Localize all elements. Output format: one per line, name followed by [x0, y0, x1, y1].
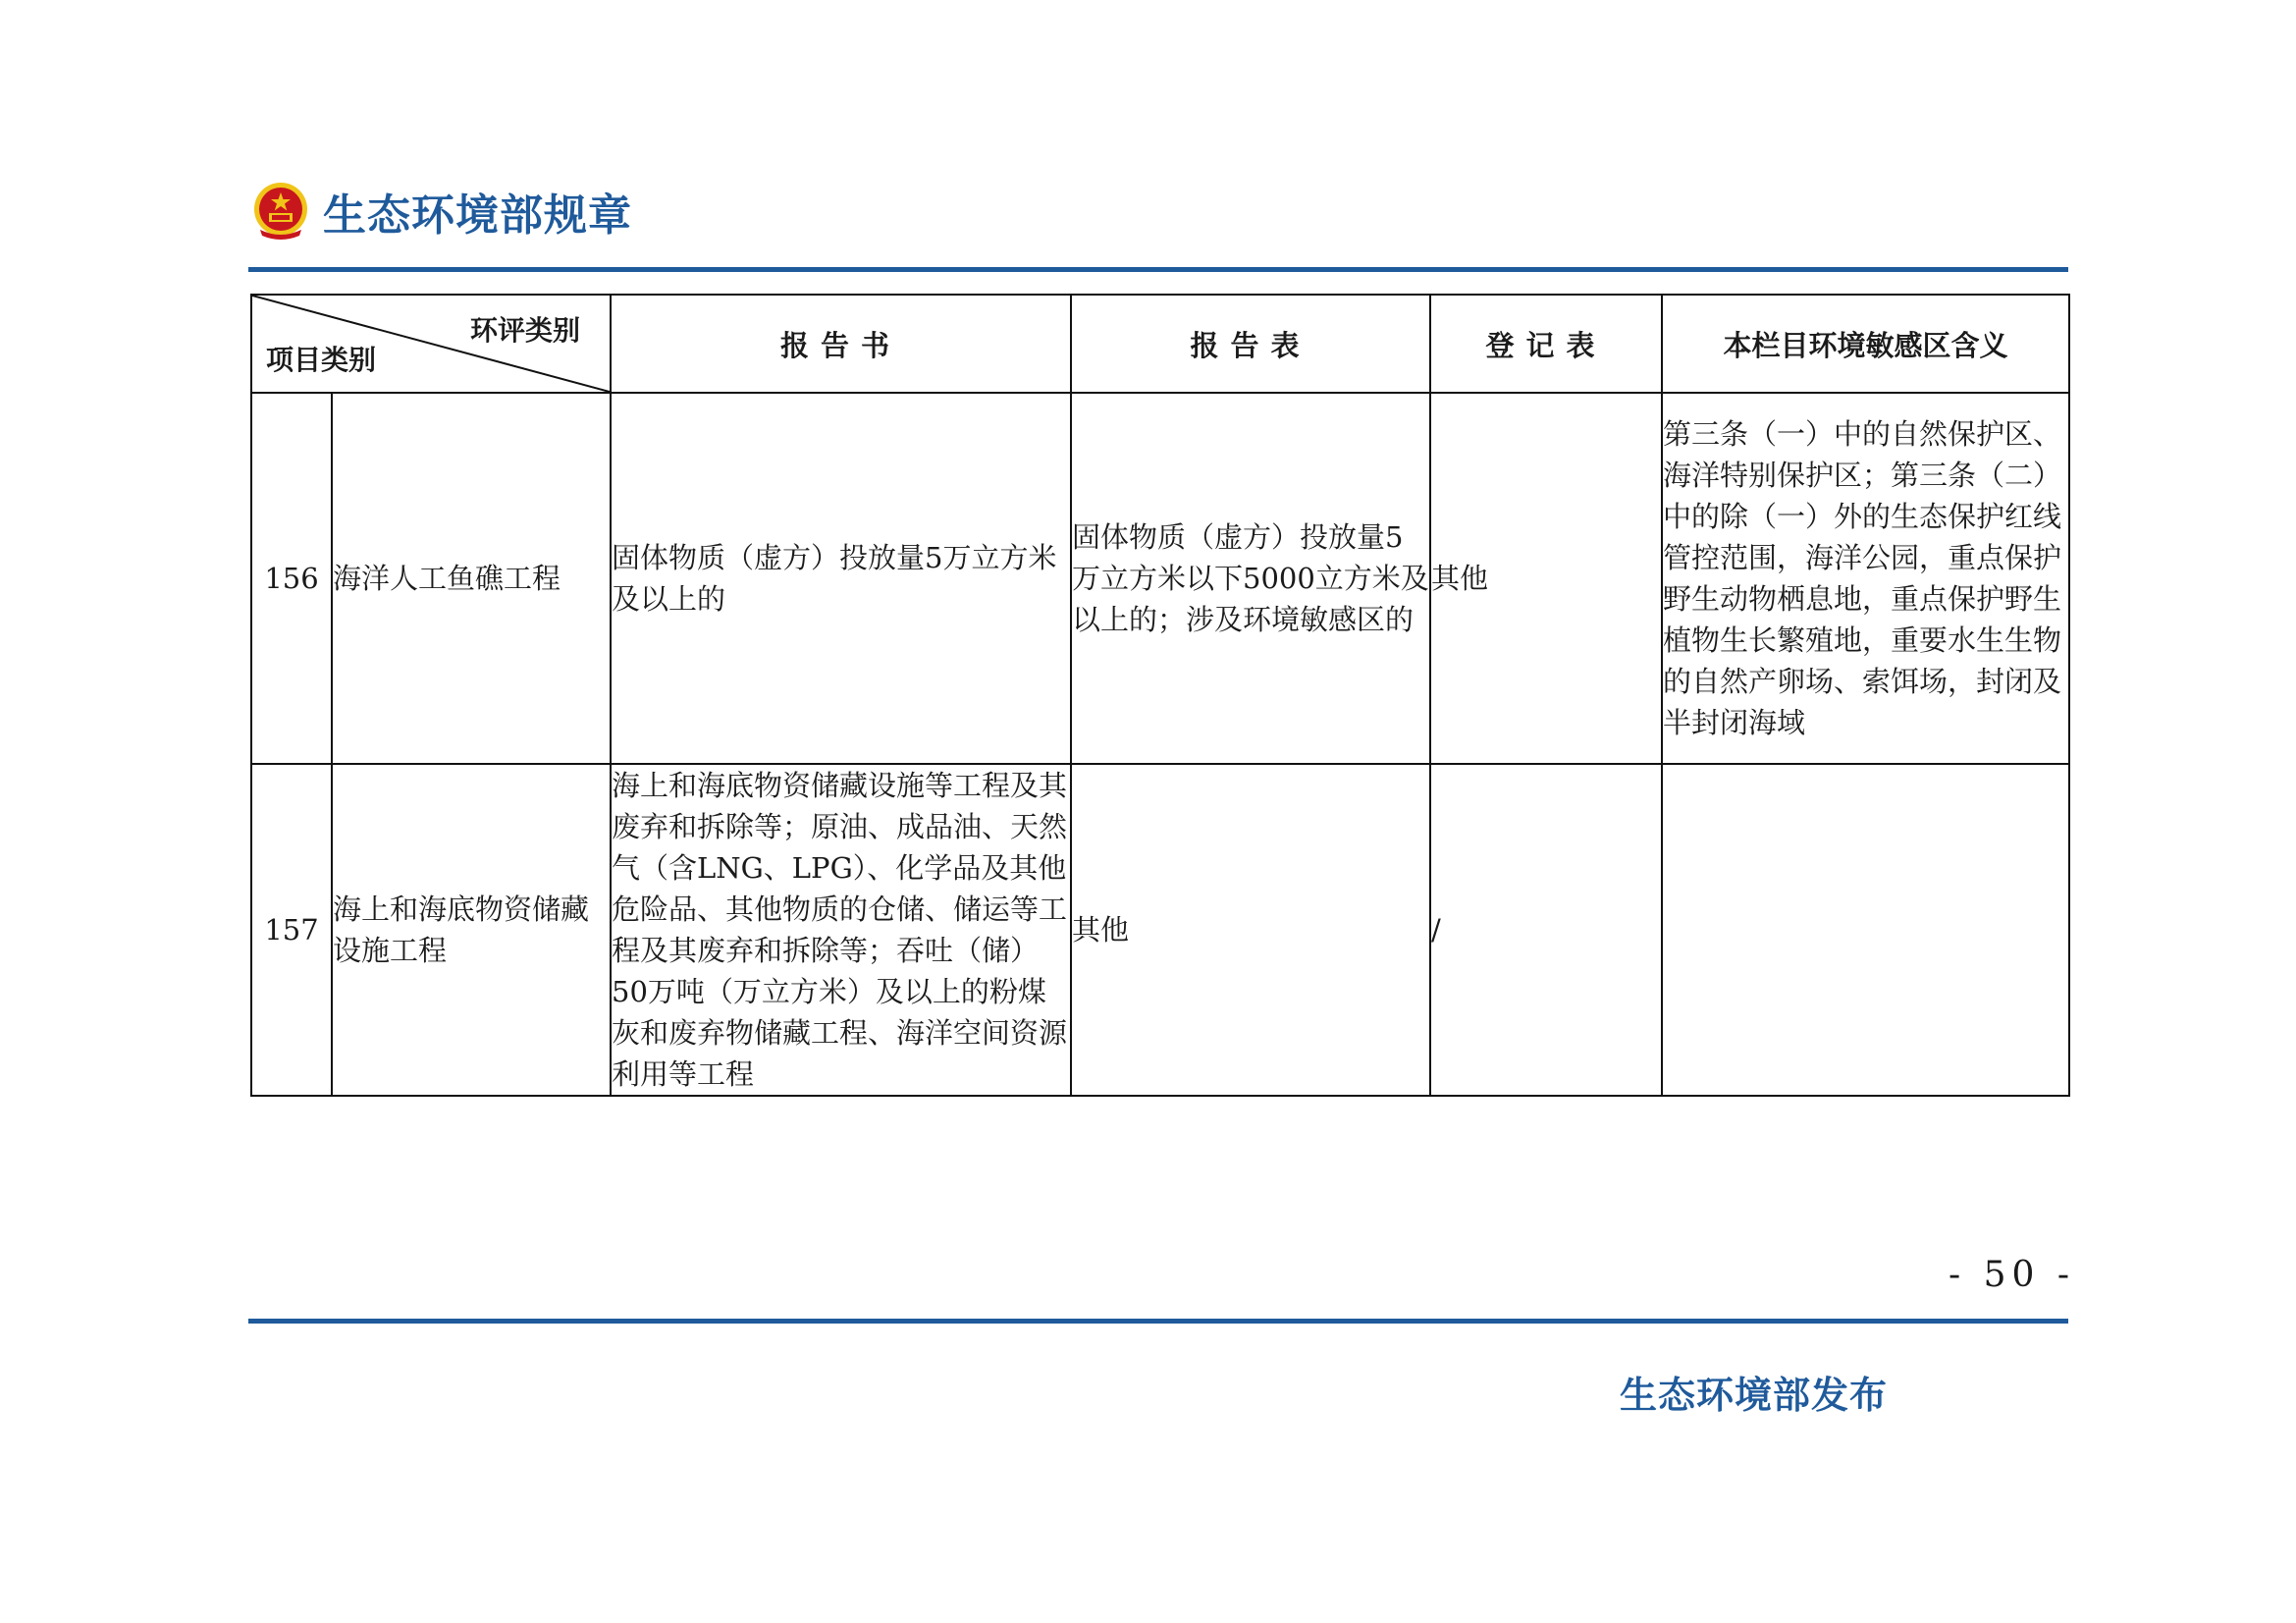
- report-book-criteria: 海上和海底物资储藏设施等工程及其废弃和拆除等；原油、成品油、天然气（含LNG、LPG）、化学品及其他危险品、其他物质的仓储、储运等工程及其废弃和拆除等；吞吐（储）50万吨（万立方米）及以上的粉煤灰和废弃物储藏工程、海洋空间资源利用等工程: [611, 764, 1071, 1096]
- diag-header-top: 环评类别: [469, 314, 580, 347]
- row-number: 157: [251, 764, 332, 1096]
- table-header-row: [251, 295, 2069, 393]
- diagonal-header-cell: [251, 295, 611, 393]
- report-form-criteria: 其他: [1071, 764, 1430, 1096]
- register-form-criteria: 其他: [1430, 393, 1662, 764]
- row-number: 156: [251, 393, 332, 764]
- footer-rule: [248, 1319, 2068, 1324]
- register-form-criteria: /: [1430, 764, 1662, 1096]
- column-header-register-form: 登记表: [1430, 295, 1662, 393]
- classification-table: [250, 294, 2070, 1097]
- diag-header-bottom: 项目类别: [266, 344, 377, 376]
- national-emblem-icon: [250, 181, 311, 242]
- sensitive-area-definition: [1662, 764, 2069, 1096]
- column-header-report-form: 报告表: [1071, 295, 1430, 393]
- footer-publisher: 生态环境部发布: [1620, 1374, 1889, 1417]
- page-number: - 50 -: [1949, 1255, 2076, 1295]
- report-book-criteria: 固体物质（虚方）投放量5万立方米及以上的: [611, 393, 1071, 764]
- table-row: [251, 393, 2069, 764]
- project-category: 海洋人工鱼礁工程: [332, 393, 611, 764]
- header-title: 生态环境部规章: [323, 190, 632, 241]
- page-header: [250, 177, 632, 245]
- report-form-criteria: 固体物质（虚方）投放量5万立方米以下5000立方米及以上的；涉及环境敏感区的: [1071, 393, 1430, 764]
- header-rule: [248, 267, 2068, 272]
- sensitive-area-definition: 第三条（一）中的自然保护区、海洋特别保护区；第三条（二）中的除（一）外的生态保护红线管控范围，海洋公园，重点保护野生动物栖息地，重点保护野生植物生长繁殖地，重要水生生物的自然产卵场、索饵场，封闭及半封闭海域: [1662, 393, 2069, 764]
- project-category: 海上和海底物资储藏设施工程: [332, 764, 611, 1096]
- column-header-sensitive-area: 本栏目环境敏感区含义: [1662, 295, 2069, 393]
- table-row: [251, 764, 2069, 1096]
- column-header-report-book: 报告书: [611, 295, 1071, 393]
